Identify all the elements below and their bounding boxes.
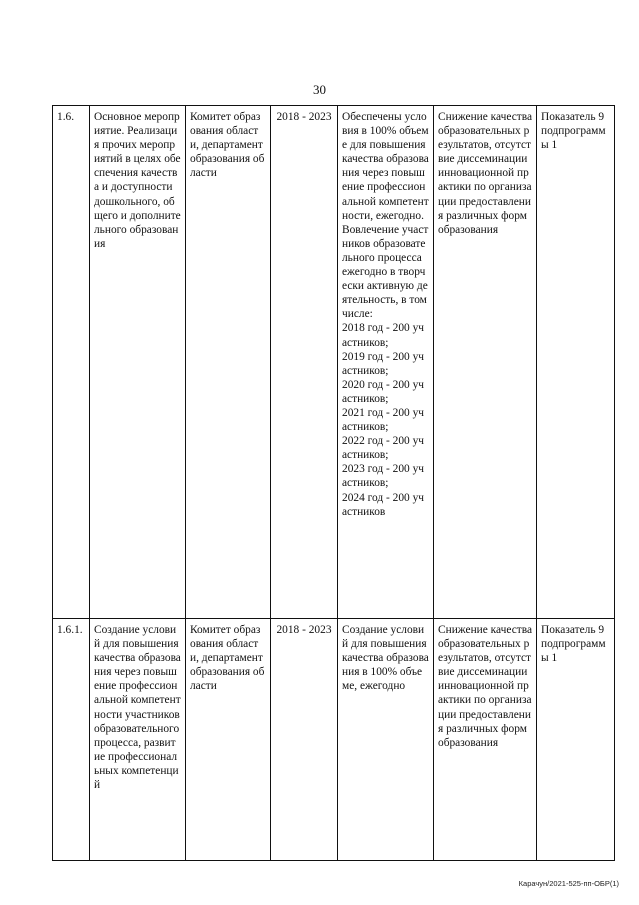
consequences: Снижение качества образовательных результатов, отсутствие диссеминации инновационной практики по организации предоставления различных форм образования bbox=[434, 106, 537, 619]
years: 2018 - 2023 bbox=[271, 106, 338, 619]
expected-result: Создание условий для повышения качества образования в 100% объеме, ежегодно bbox=[338, 619, 434, 861]
row-number: 1.6. bbox=[53, 106, 90, 619]
consequences: Снижение качества образовательных результатов, отсутствие диссеминации инновационной практики по организации предоставления различных форм образования bbox=[434, 619, 537, 861]
page-number: 30 bbox=[313, 82, 326, 97]
event-name: Основное мероприятие. Реализация прочих мероприятий в целях обеспечения качества и доступности дошкольного, общего и дополнительного образования bbox=[90, 106, 186, 619]
years: 2018 - 2023 bbox=[271, 619, 338, 861]
row-number: 1.6.1. bbox=[53, 619, 90, 861]
table-row bbox=[53, 106, 615, 619]
document-footer-code: Карачун/2021-525-пп-ОБР(1) bbox=[518, 879, 619, 888]
executor: Комитет образования области, департамент образования области bbox=[186, 619, 271, 861]
indicator: Показатель 9 подпрограммы 1 bbox=[537, 619, 615, 861]
executor: Комитет образования области, департамент образования области bbox=[186, 106, 271, 619]
measures-table bbox=[52, 105, 615, 861]
event-name: Создание условий для повышения качества образования через повышение профессиональной компетентности участников образовательного процесса, развитие профессиональных компетенций bbox=[90, 619, 186, 861]
expected-result: Обеспечены условия в 100% объеме для повышения качества образования через повышение профессиональной компетентности, ежегодно. Вовлечение участников образовательного процесса ежегодно в творчески активную деятельность, в том числе: 2018 год - 200 участников; 2019 год - 200 участников; 2020 год - 200 участников; 2021 год - 200 участников; 2022 год - 200 участников; 2023 год - 200 участников; 2024 год - 200 участников bbox=[338, 106, 434, 619]
indicator: Показатель 9 подпрограммы 1 bbox=[537, 106, 615, 619]
table-row bbox=[53, 619, 615, 861]
